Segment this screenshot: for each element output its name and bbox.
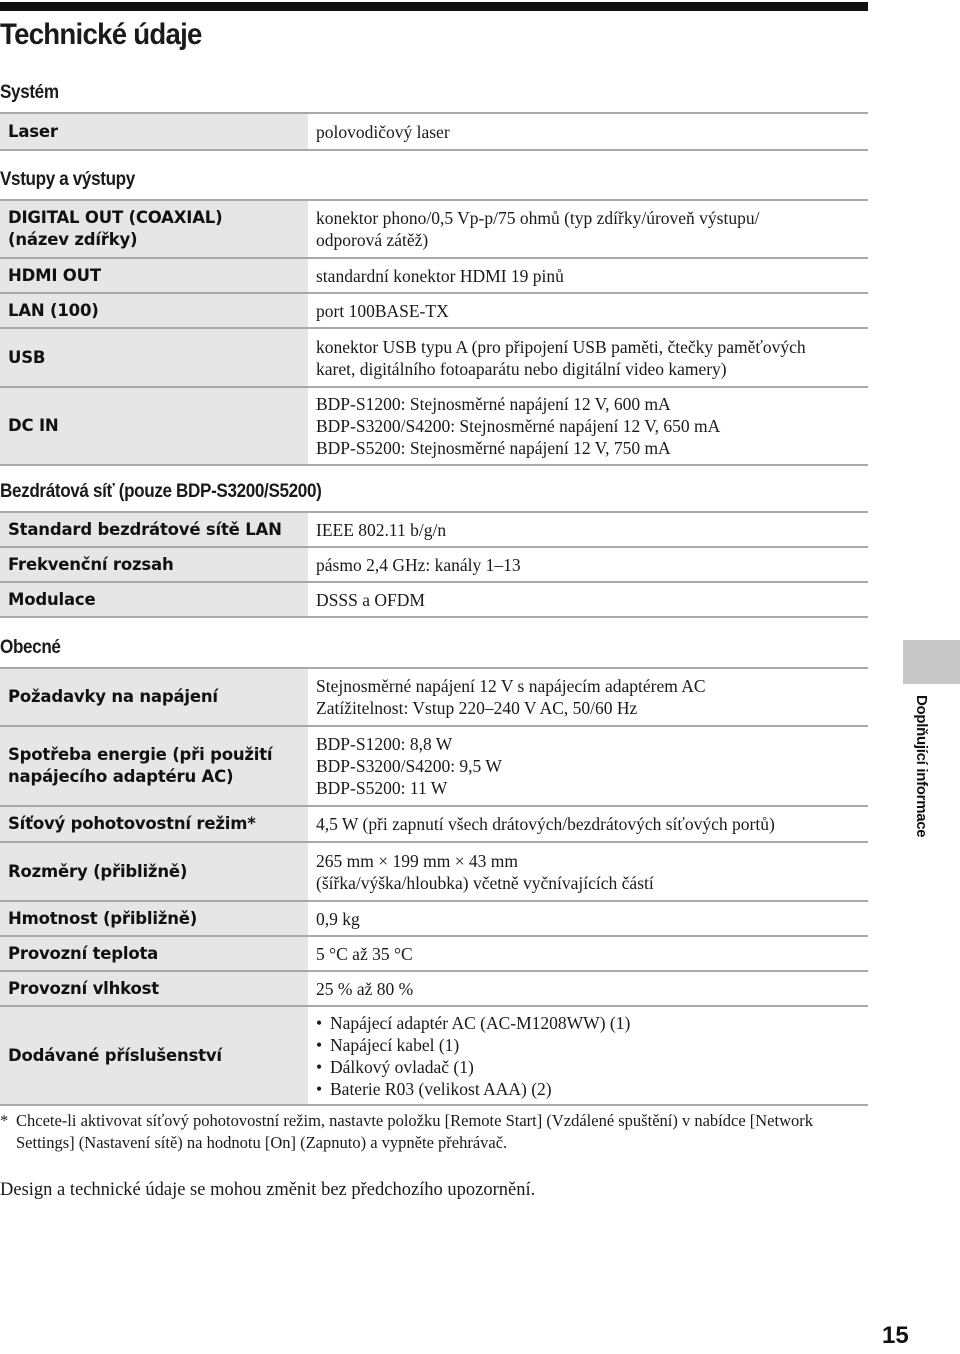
row-label: Síťový pohotovostní režim* xyxy=(0,807,308,841)
row-label: Frekvenční rozsah xyxy=(0,548,308,581)
general-table xyxy=(0,667,868,1106)
row-value: 265 mm × 199 mm × 43 mm (šířka/výška/hloubka) včetně vyčnívajících částí xyxy=(316,850,654,893)
row-label: Standard bezdrátové sítě LAN xyxy=(0,513,308,546)
list-item: • Napájecí adaptér AC (AC-M1208WW) (1) xyxy=(316,1012,630,1034)
table-row xyxy=(0,807,868,843)
section-heading-system: Systém xyxy=(0,82,59,103)
table-row xyxy=(0,329,868,388)
section-heading-io: Vstupy a výstupy xyxy=(0,169,135,190)
row-value: DSSS a OFDM xyxy=(316,589,425,610)
table-row xyxy=(0,259,868,294)
table-row xyxy=(0,1007,868,1106)
row-label: Modulace xyxy=(0,583,308,616)
row-value: BDP-S1200: 8,8 W BDP-S3200/S4200: 9,5 W BDP-S5200: 11 W xyxy=(316,734,502,798)
row-label: DIGITAL OUT (COAXIAL) (název zdířky) xyxy=(0,201,308,257)
list-item: • Baterie R03 (velikost AAA) (2) xyxy=(316,1078,630,1100)
row-label: Požadavky na napájení xyxy=(0,669,308,725)
row-value: 4,5 W (při zapnutí všech drátových/bezdrátových síťových portů) xyxy=(316,814,775,834)
row-value: Stejnosměrné napájení 12 V s napájecím adaptérem AC Zatížitelnost: Vstup 220–240 V AC, 50/60 Hz xyxy=(316,676,706,718)
section-heading-wireless: Bezdrátová síť (pouze BDP-S3200/S5200) xyxy=(0,481,322,502)
table-row xyxy=(0,199,868,259)
table-row xyxy=(0,902,868,937)
row-label: Rozměry (přibližně) xyxy=(0,843,308,900)
row-label: Laser xyxy=(0,114,308,149)
table-row xyxy=(0,667,868,727)
row-value: BDP-S1200: Stejnosměrné napájení 12 V, 600 mA BDP-S3200/S4200: Stejnosměrné napájení 12 V, 650 mA BDP-S5200: Stejnosměrné napájení 12 V, 750 mA xyxy=(316,394,721,458)
page-number: 15 xyxy=(882,1322,909,1349)
top-rule xyxy=(0,2,868,11)
row-label: Provozní vlhkost xyxy=(0,972,308,1005)
row-label: LAN (100) xyxy=(0,294,308,327)
side-tab-label: Doplňující informace xyxy=(913,695,930,838)
side-tab-marker xyxy=(903,640,960,684)
table-row xyxy=(0,727,868,807)
list-item: • Napájecí kabel (1) xyxy=(316,1034,630,1056)
row-value: pásmo 2,4 GHz: kanály 1–13 xyxy=(316,554,521,575)
row-value: 5 °C až 35 °C xyxy=(316,943,413,964)
table-row xyxy=(0,937,868,972)
row-value: konektor USB typu A (pro připojení USB paměti, čtečky paměťových karet, digitálního fotoaparátu nebo digitální video kamery) xyxy=(316,336,806,379)
table-row xyxy=(0,548,868,583)
footnote-marker: * xyxy=(0,1111,9,1130)
row-value: konektor phono/0,5 Vp-p/75 ohmů (typ zdířky/úroveň výstupu/ odporová zátěž) xyxy=(316,208,760,250)
table-row xyxy=(0,511,868,548)
row-label: Dodávané příslušenství xyxy=(0,1007,308,1104)
row-label: DC IN xyxy=(0,388,308,464)
list-item: • Dálkový ovladač (1) xyxy=(316,1056,630,1078)
io-table xyxy=(0,199,868,466)
system-table xyxy=(0,112,868,151)
row-label: Hmotnost (přibližně) xyxy=(0,902,308,935)
row-label: Spotřeba energie (při použití napájecího adaptéru AC) xyxy=(0,727,308,805)
accessories-list xyxy=(316,1012,630,1100)
table-row xyxy=(0,972,868,1007)
row-value: port 100BASE-TX xyxy=(316,300,449,321)
page-title: Technické údaje xyxy=(0,18,202,51)
table-row xyxy=(0,843,868,902)
row-value: 25 % až 80 % xyxy=(316,978,414,999)
row-value: 0,9 kg xyxy=(316,908,360,929)
row-value: IEEE 802.11 b/g/n xyxy=(316,519,447,540)
row-label: HDMI OUT xyxy=(0,259,308,292)
row-label: USB xyxy=(0,329,308,386)
wireless-table xyxy=(0,511,868,618)
table-row xyxy=(0,294,868,329)
row-label: Provozní teplota xyxy=(0,937,308,970)
section-heading-general: Obecné xyxy=(0,637,61,658)
design-note: Design a technické údaje se mohou změnit bez předchozího upozornění. xyxy=(0,1180,536,1200)
row-value: polovodičový laser xyxy=(316,121,450,142)
table-row xyxy=(0,583,868,618)
table-row xyxy=(0,112,868,151)
row-value: standardní konektor HDMI 19 pinů xyxy=(316,265,564,286)
table-row xyxy=(0,388,868,466)
footnote-text: Chcete-li aktivovat síťový pohotovostní režim, nastavte položku [Remote Start] (Vzdálené spuštění) v nabídce [Network Settings] (Nastavení sítě) na hodnotu [On] (Zapnuto) a vypněte přehrávač. xyxy=(16,1111,814,1152)
row-value xyxy=(308,1007,868,1104)
footnote xyxy=(0,1110,860,1154)
